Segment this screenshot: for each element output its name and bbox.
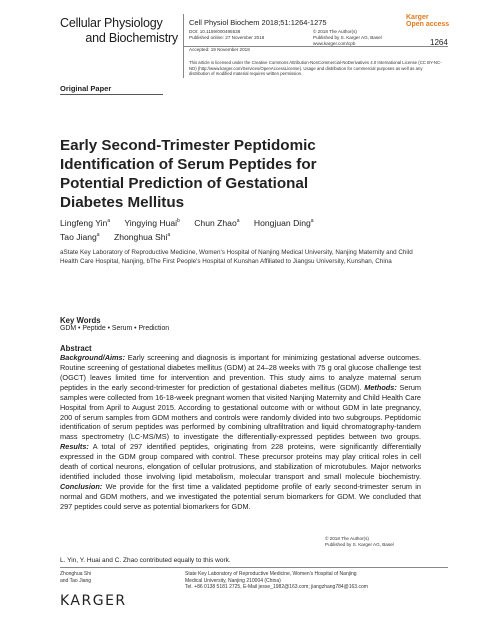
accepted-date: Accepted: 19 November 2018	[189, 47, 250, 52]
license-notice: This article is licensed under the Creative Commons Attribution-NonCommercial-NoDerivatives 4.0 International License (CC BY-NC-ND) (http://www.karger.com/Services/OpenAccessLicense). Usage and distribution for commercial purposes as well as any distribution of modified material requires written permission.	[189, 60, 442, 77]
citation: Cell Physiol Biochem 2018;51:1264-1275	[189, 18, 327, 27]
section-label: Original Paper	[60, 84, 112, 93]
open-access-text: Open access	[406, 21, 450, 28]
copyright-block	[313, 29, 382, 47]
copyright-line: © 2018 The Author(s)	[313, 29, 357, 34]
author: Chun Zhao$^a$	[194, 217, 240, 228]
article-title	[60, 136, 390, 212]
abstract-results-label: Results:	[60, 442, 89, 452]
author-list	[60, 215, 326, 244]
corresponding-address: State Key Laboratory of Reproductive Medicine, Women's Hospital of Nanjing Medical University, Nanjing 210004 (China) Tel. +86 0138 5181 2725, E-Mail jesse_1982@163.com; jiangzhang784@163.com	[185, 571, 368, 590]
page-number: 1264	[430, 38, 448, 47]
footer-rule	[60, 567, 448, 568]
author: Hongjuan Ding$^a$	[253, 217, 314, 228]
abstract-text: Background/Aims: Early screening and diagnosis is important for minimizing gestational adverse outcomes. Routine screening of gestational diabetes mellitus (GDM) at 24–28 weeks with 75 g oral glucose challenge test (OGCT) leaves limited time for intervention and prevention. This study aims to analyze maternal serum peptides in the early second-trimester for prediction of gestational diabetes mellitus (GDM). Methods: Serum samples were collected from 16-18-week pregnant women that visited Nanjing Maternity and Child Health Care Hospital from April to August 2015. According to gestational outcome with or without GDM in late pregnancy, 200 of serum samples from GDM mothers and controls were randomly divided into two subgroups. Peptidomic identification of serum peptides was performed by combining ultrafiltration and liquid chromatography-tandem mass spectrometry (LC-MS/MS) to investigate the differentially-expressed peptides between two groups. Results: A total of 297 identified peptides, originating from 228 proteins, were significantly differentially expressed in the GDM group compared with control. These precursor proteins may play critical roles in cell death of cortical neurons, elongation of cellular protrusions, and stabilization of microtubules. Major networks identified included those involving lipid metabolism, molecular transport and small molecule biochemistry. Conclusion: We provide for the first time a validated peptidome profile of early second-trimester serum in normal and GDM mothers, and we investigated the potential serum biomarkers for GDM. We concluded that 297 peptides could serve as potential biomarkers for GDM.	[60, 353, 421, 511]
karger-wordmark: KARGER	[60, 593, 127, 609]
title-line: Potential Prediction of Gestational	[60, 175, 309, 192]
corresponding-authors: Zhonghua Shi and Tao Jiang	[60, 571, 92, 584]
title-line: Diabetes Mellitus	[60, 194, 185, 211]
title-line: Early Second-Trimester Peptidomic	[60, 137, 316, 154]
contact-email[interactable]: Tel. +86 0138 5181 2725, E-Mail jesse_1982@163.com; jiangzhang784@163.com	[185, 584, 368, 590]
author: Tao Jiang$^a$	[60, 232, 100, 243]
section-rule	[60, 94, 163, 95]
article-dates	[189, 29, 264, 53]
published-date: Published online: 27 November 2018	[189, 35, 265, 40]
publisher-line: Published by S. Karger AG, Basel	[313, 35, 382, 40]
abstract-background-label: Background/Aims:	[60, 353, 126, 362]
contribution-note: L. Yin, Y. Huai and C. Zhao contributed equally to this work.	[60, 557, 231, 564]
journal-name-line1: Cellular Physiology	[60, 16, 163, 30]
keywords: GDM • Peptide • Serum • Prediction	[60, 325, 170, 332]
affiliations: aState Key Laboratory of Reproductive Medicine, Women's Hospital of Nanjing Medical University, Nanjing Maternity and Child Health Care Hospital, Nanjing, bThe First People's Hospital of Kunshan Affiliated to Jiangsu University, Kunshan, China	[60, 249, 413, 265]
karger-open-access-logo	[406, 14, 449, 28]
abstract-conclusion-label: Conclusion:	[60, 481, 103, 491]
title-line: Identification of Serum Peptides for	[60, 156, 317, 173]
journal-url[interactable]: www.karger.com/cpb	[313, 41, 356, 46]
karger-logo-text: Karger	[406, 14, 429, 21]
author: Yingying Huai$^b$	[124, 217, 180, 228]
keywords-heading: Key Words	[60, 316, 101, 325]
abstract-heading: Abstract	[60, 344, 92, 353]
author: Zhonghua Shi$^a$	[113, 232, 171, 243]
abstract-methods-label: Methods:	[364, 382, 397, 392]
doi[interactable]: DOI: 10.1159/000495538	[189, 29, 241, 34]
author: Lingfeng Yin$^a$	[60, 217, 111, 228]
abstract-copyright: © 2018 The Author(s) Published by S. Karger AG, Basel	[325, 536, 394, 547]
journal-name-line2: and Biochemistry	[85, 31, 178, 45]
journal-name	[60, 16, 178, 46]
